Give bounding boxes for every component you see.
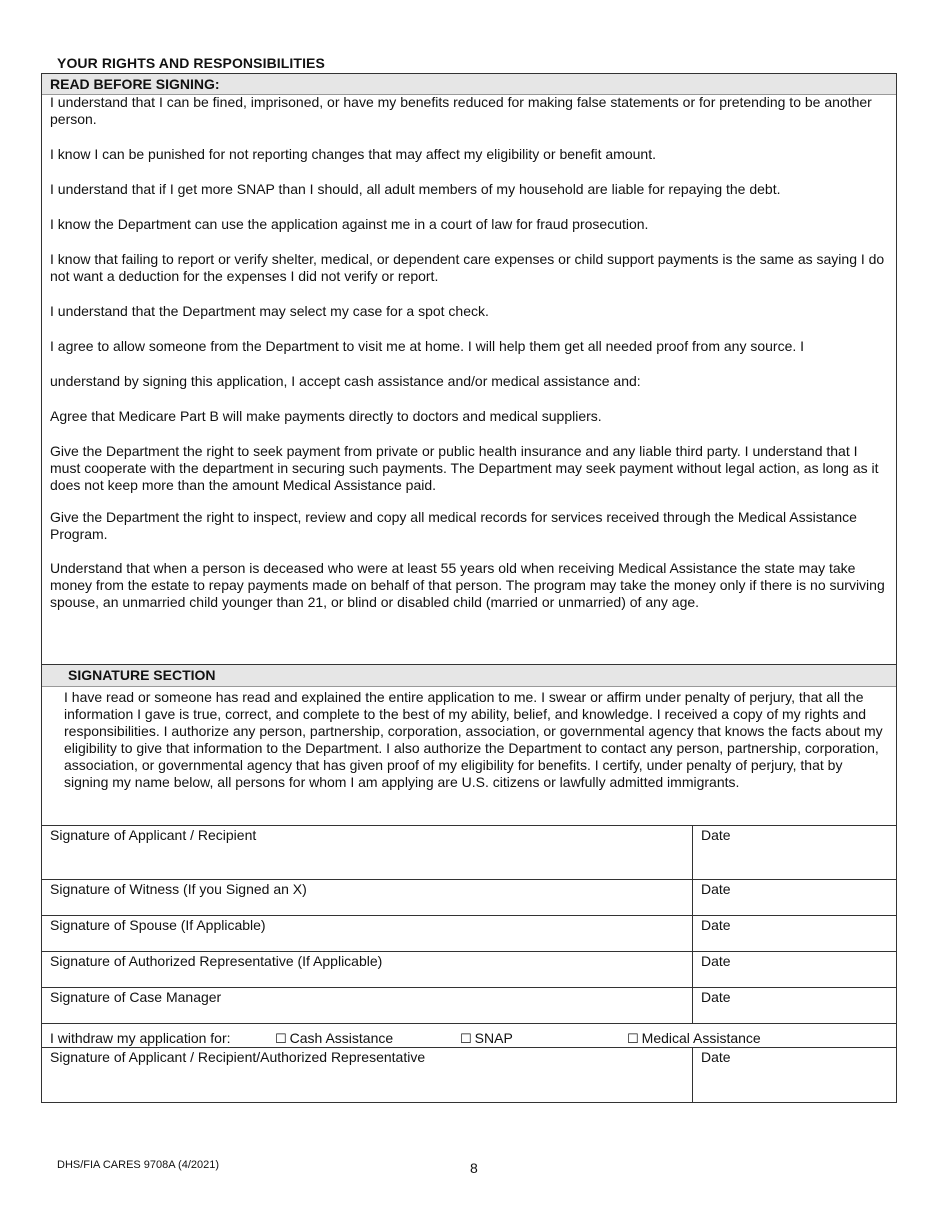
withdraw-label: I withdraw my application for: [50,1030,231,1046]
signature-label: Signature of Applicant / Recipient/Authorized Representative [50,1049,426,1065]
option-label: Medical Assistance [641,1030,761,1046]
signature-label: Signature of Applicant / Recipient [50,827,257,843]
rights-paragraph: I understand that I can be fined, imprisoned, or have my benefits reduced for making false statements or for pretending to be another person. [50,94,872,127]
withdraw-option-cash-assistance[interactable] [275,1030,393,1047]
signature-label: Signature of Case Manager [50,989,222,1005]
withdraw-option-snap[interactable] [460,1030,513,1047]
rights-paragraph: Give the Department the right to seek payment from private or public health insurance and any liable third party. I understand that I must cooperate with the department in securing such payments. The Department may seek payment without legal action, as long as it does not keep more than the amount Medical Assistance paid. [50,443,879,493]
date-label: Date [701,881,731,897]
signature-row-witness [42,880,897,916]
signature-field-withdraw[interactable] [42,1048,693,1103]
signature-row-representative [42,952,897,988]
date-field-applicant[interactable] [693,826,897,880]
signature-row-withdraw [42,1048,897,1103]
signature-row-applicant [42,826,897,880]
rights-paragraph: I know the Department can use the application against me in a court of law for fraud prosecution. [50,216,649,232]
rights-paragraph: Understand that when a person is deceased who were at least 55 years old when receiving Medical Assistance the state may take money from the estate to repay payments made on behalf of that person. The program may take the money only if there is no surviving spouse, an unmarried child younger than 21, or blind or disabled child (married or unmarried) of any age. [50,560,885,610]
date-field-spouse[interactable] [693,916,897,952]
rights-paragraph: I understand that if I get more SNAP than I should, all adult members of my household are liable for repaying the debt. [50,181,781,197]
withdraw-cell [42,1024,897,1048]
attestation-text: I have read or someone has read and explained the entire application to me. I swear or affirm under penalty of perjury, that all the information I gave is true, correct, and complete to the best of my ability, belief, and knowledge. I received a copy of my rights and responsibilities. I authorize any person, partnership, corporation, association, or governmental agency that knows the facts about my eligibility to give that information to the Department. I also authorize the Department to contact any person, partnership, corporation, association, or governmental agency that has given proof of my eligibility for benefits. I certify, under penalty of perjury, that by signing my name below, all persons for whom I am applying are U.S. citizens or lawfully admitted immigrants. [64,689,883,790]
signature-row-case-manager [42,988,897,1024]
date-label: Date [701,917,731,933]
rights-paragraph: Give the Department the right to inspect, review and copy all medical records for services received through the Medical Assistance Program. [50,509,857,542]
read-before-signing-header: READ BEFORE SIGNING: [42,74,896,95]
checkbox-icon[interactable]: ☐ [460,1031,472,1046]
page-number: 8 [470,1160,478,1176]
rights-paragraph: I know I can be punished for not reporting changes that may affect my eligibility or benefit amount. [50,146,656,162]
signature-row-spouse [42,916,897,952]
signature-section [41,664,897,826]
date-label: Date [701,953,731,969]
rights-paragraph: I agree to allow someone from the Department to visit me at home. I will help them get all needed proof from any source. I [50,338,805,354]
signature-label: Signature of Witness (If you Signed an X) [50,881,307,897]
checkbox-icon[interactable]: ☐ [627,1031,639,1046]
rights-paragraph: I understand that the Department may select my case for a spot check. [50,303,489,319]
date-label: Date [701,827,731,843]
withdraw-row [42,1024,897,1048]
date-field-representative[interactable] [693,952,897,988]
withdraw-option-medical-assistance[interactable] [627,1030,761,1047]
option-label: SNAP [474,1030,513,1046]
date-label: Date [701,1049,731,1065]
signature-field-spouse[interactable] [42,916,693,952]
signature-table [41,825,897,1103]
signature-label: Signature of Spouse (If Applicable) [50,917,266,933]
signature-field-witness[interactable] [42,880,693,916]
signature-field-representative[interactable] [42,952,693,988]
date-field-case-manager[interactable] [693,988,897,1024]
signature-label: Signature of Authorized Representative (If Applicable) [50,953,383,969]
rights-paragraph: I know that failing to report or verify shelter, medical, or dependent care expenses or child support payments is the same as saying I do not want a deduction for the expenses I did not verify or report. [50,251,885,284]
signature-field-case-manager[interactable] [42,988,693,1024]
option-label: Cash Assistance [289,1030,394,1046]
signature-field-applicant[interactable] [42,826,693,880]
date-label: Date [701,989,731,1005]
rights-paragraph: understand by signing this application, I accept cash assistance and/or medical assistance and: [50,373,641,389]
rights-section [41,73,897,665]
date-field-witness[interactable] [693,880,897,916]
checkbox-icon[interactable]: ☐ [275,1031,287,1046]
page-title: YOUR RIGHTS AND RESPONSIBILITIES [57,55,325,71]
date-field-withdraw[interactable] [693,1048,897,1103]
form-id: DHS/FIA CARES 9708A (4/2021) [57,1159,220,1171]
signature-section-header: SIGNATURE SECTION [42,665,896,687]
rights-paragraph: Agree that Medicare Part B will make payments directly to doctors and medical suppliers. [50,408,602,424]
